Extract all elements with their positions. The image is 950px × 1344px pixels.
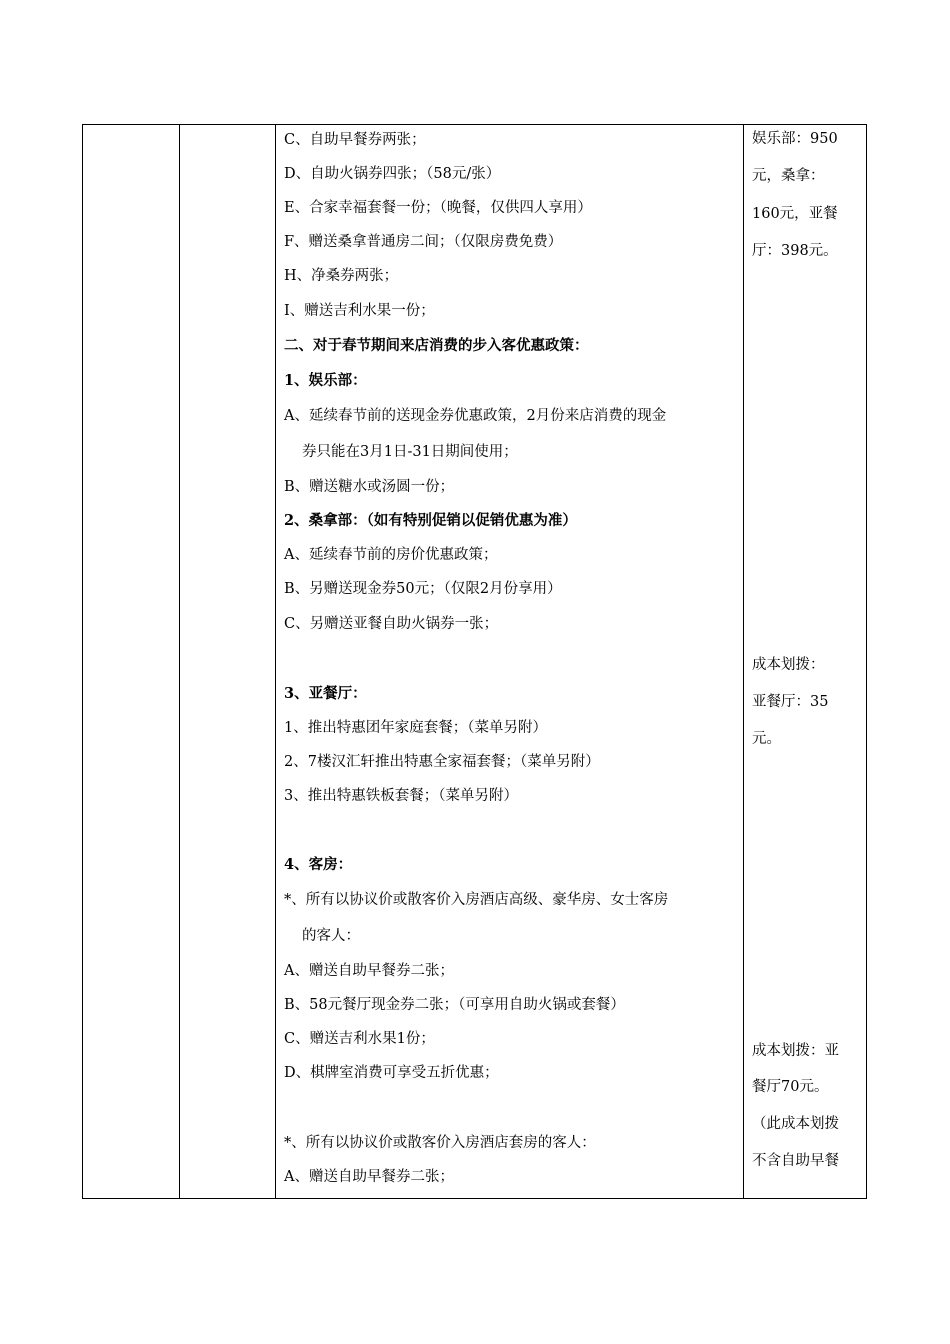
table-frame <box>82 124 867 1199</box>
cost-note-line: 元，桑拿： <box>752 168 825 184</box>
subsection-heading: 3、亚餐厅： <box>284 685 367 702</box>
cost-note-line: 厅：398元。 <box>752 243 838 259</box>
column-divider-1 <box>179 124 180 1199</box>
cost-note-line: 餐厅70元。 <box>752 1079 829 1095</box>
section-heading: 二、对于春节期间来店消费的步入客优惠政策： <box>284 337 589 354</box>
policy-line: A、延续春节前的送现金券优惠政策，2月份来店消费的现金 <box>284 408 667 424</box>
subsection-heading: 1、娱乐部： <box>284 372 367 389</box>
cost-note-line: 亚餐厅：35 <box>752 694 829 710</box>
policy-line: C、另赠送亚餐自助火锅券一张； <box>284 616 499 632</box>
subsection-heading: 4、客房： <box>284 856 353 873</box>
policy-line: A、赠送自助早餐券二张； <box>284 963 454 979</box>
policy-line: 1、推出特惠团年家庭套餐；（菜单另附） <box>284 720 547 736</box>
cost-note-line: （此成本划拨 <box>752 1116 839 1132</box>
subsection-heading: 2、桑拿部：（如有特别促销以促销优惠为准） <box>284 512 577 529</box>
cost-note-line: 成本划拨：亚 <box>752 1043 839 1059</box>
policy-line: B、另赠送现金券50元；（仅限2月份享用） <box>284 581 562 597</box>
column-divider-3 <box>743 124 744 1199</box>
policy-line: B、58元餐厅现金券二张；（可享用自助火锅或套餐） <box>284 997 625 1013</box>
policy-line: C、赠送吉利水果1份； <box>284 1031 435 1047</box>
cost-note-line: 元。 <box>752 731 781 747</box>
column-divider-2 <box>275 124 276 1199</box>
policy-line: 的客人： <box>302 928 360 944</box>
policy-line: 券只能在3月1日-31日期间使用； <box>302 444 518 460</box>
policy-line: D、自助火锅券四张；（58元/张） <box>284 166 501 182</box>
policy-line: 2、7楼汉汇轩推出特惠全家福套餐；（菜单另附） <box>284 754 600 770</box>
policy-line: D、棋牌室消费可享受五折优惠； <box>284 1065 499 1081</box>
policy-line: B、赠送糖水或汤圆一份； <box>284 479 455 495</box>
policy-line: I、赠送吉利水果一份； <box>284 303 435 319</box>
policy-line: A、赠送自助早餐券二张； <box>284 1169 454 1185</box>
policy-line: *、所有以协议价或散客价入房酒店套房的客人： <box>284 1135 596 1151</box>
policy-line: 3、推出特惠铁板套餐；（菜单另附） <box>284 788 518 804</box>
cost-note-line: 160元，亚餐 <box>752 206 838 222</box>
cost-note-line: 不含自助早餐 <box>752 1153 839 1169</box>
policy-line: C、自助早餐券两张； <box>284 132 426 148</box>
policy-line: E、合家幸福套餐一份；（晚餐，仅供四人享用） <box>284 200 592 216</box>
cost-note-line: 成本划拨： <box>752 657 825 673</box>
policy-line: *、所有以协议价或散客价入房酒店高级、豪华房、女士客房 <box>284 892 669 908</box>
policy-line: A、延续春节前的房价优惠政策； <box>284 547 498 563</box>
policy-line: F、赠送桑拿普通房二间；（仅限房费免费） <box>284 234 563 250</box>
cost-note-line: 娱乐部：950 <box>752 131 838 147</box>
policy-line: H、净桑券两张； <box>284 268 399 284</box>
